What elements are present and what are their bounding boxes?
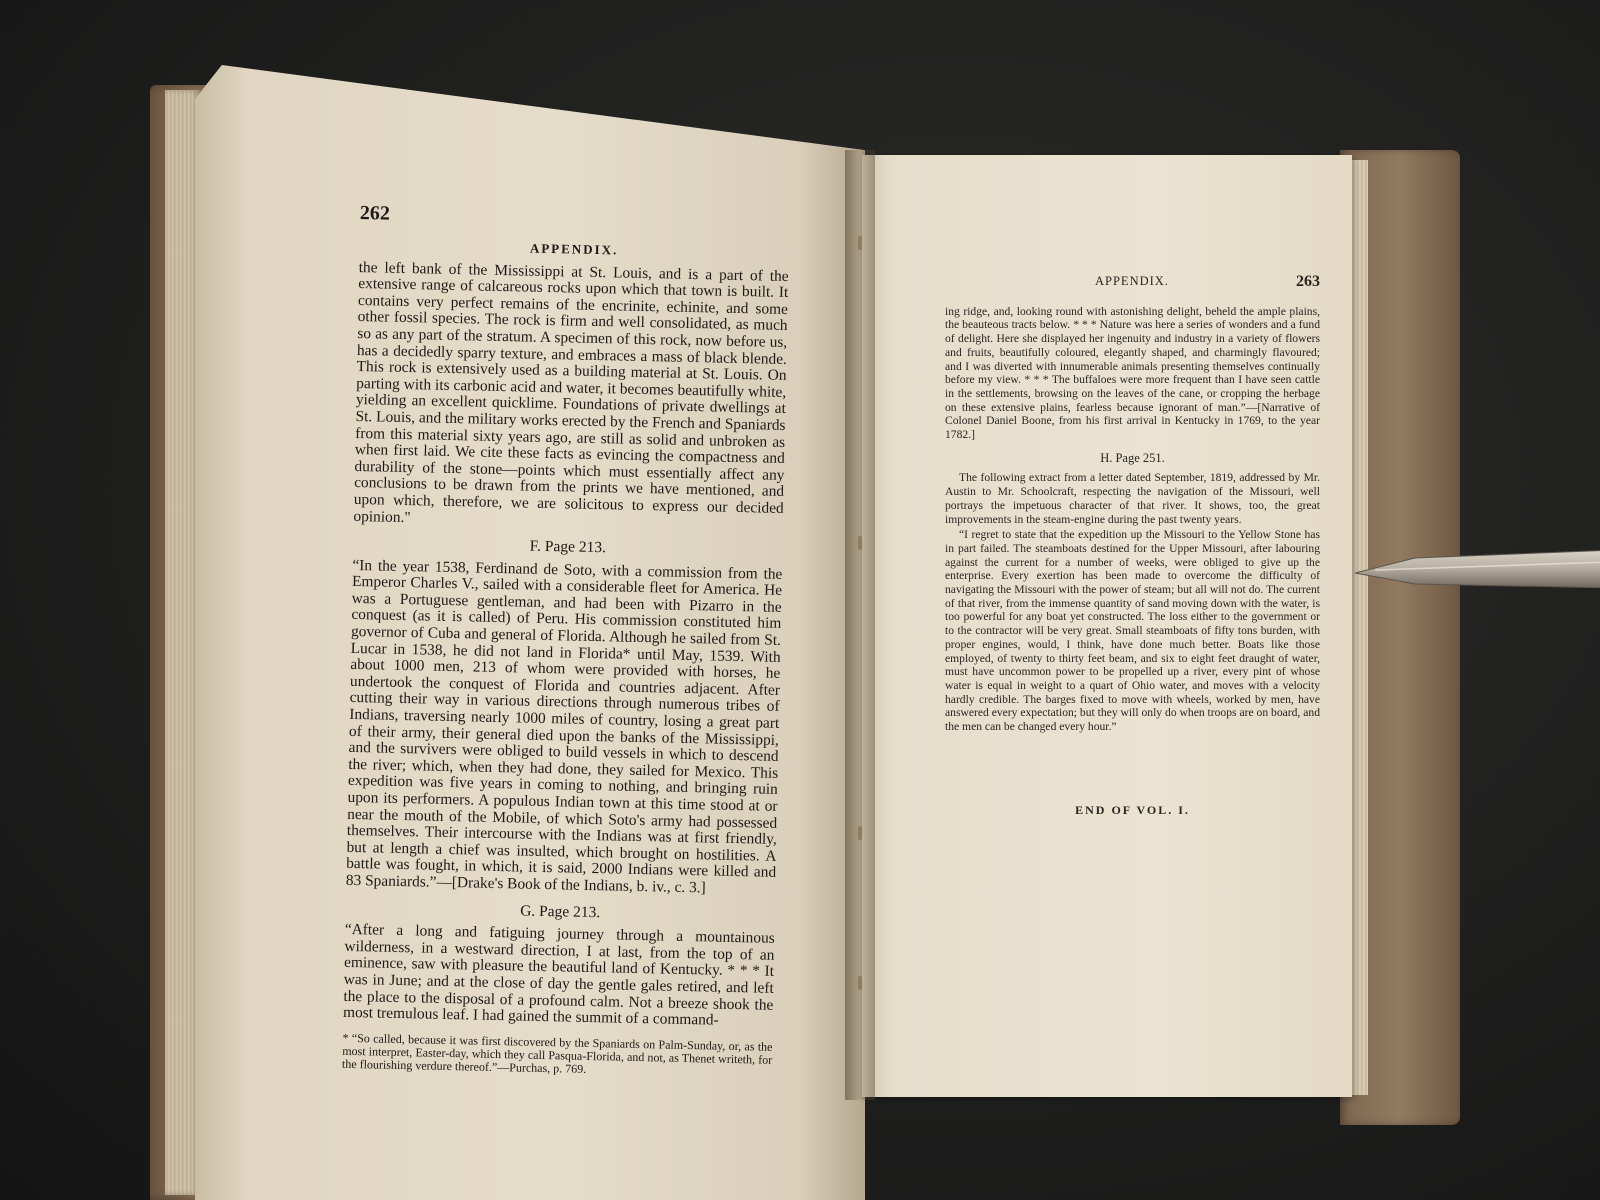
paragraph-continuation-right: ing ridge, and, looking round with astonishing delight, beheld the ample plains, the beauteous tracts below. * * * Nature was here a series of wonders and a fund of delight. Here she displayed her ingenuity and industry in a variety of flowers and fruits, beautifully coloured, elegantly shaped, and charmingly flavoured; and I was diverted with innumerable animals presenting themselves continually before my view. * * * The buffaloes were more frequent than I have seen cattle in the settlements, browsing on the leaves of the cane, or cropping the herbage on these extensive plains, fearless because ignorant of man.”—[Narrative of Colonel Daniel Boone, from his first arrival in Kentucky in 1769, to the year 1782.] xyxy=(945,304,1320,442)
end-of-volume-note: END OF VOL. I. xyxy=(1075,802,1190,817)
page-number-left: 262 xyxy=(359,202,391,225)
right-page-text xyxy=(945,275,1320,818)
section-h-intro: The following extract from a letter dated September, 1819, addressed by Mr. Austin to Mr. Schoolcraft, respecting the navigation of the Missouri, well portrays the impetuous character of that river. It shows, too, the great improvements in the steam-engine during the past twenty years. xyxy=(945,471,1320,526)
left-page-text xyxy=(341,202,790,1080)
section-g-text: “After a long and fatiguing journey through a mountainous wilderness, in a westward direction, I at last, from the top of an eminence, saw with pleasure the beautiful land of Kentucky. * * * It was in June; and at the close of day the gentle gales retired, and left the place to the disposal of a profound calm. Not a breeze shook the most tremulous leaf. I had gained the summit of a command- xyxy=(342,920,775,1029)
paragraph-continuation: the left bank of the Mississippi at St. Louis, and is a part of the extensive range of calcareous rocks upon which that town is built. It contains very perfect remains of the encrinite, echinite, and some other fossil species. The rock is firm and well consolidated, as much so as any part of the stratum. A specimen of this rock, now before us, has a decidedly sparry texture, and embraces a mass of black blende. This rock is extensively used as a building material at St. Louis. On parting with its carbonic acid and water, it becomes beautifully white, yielding an excellent quicklime. Foundations of private dwellings at St. Louis, and the military works erected by the French and Spaniards from this material sixty years ago, are still as solid and unbroken as when first laid. We cite these facts as evincing the compactness and durability of the stone—points which must essentially affect any conclusions to be drawn from the prints we have mentioned, and upon which, therefore, we are solicitous to express our decided opinion." xyxy=(353,258,789,526)
binding-thread xyxy=(858,826,862,840)
running-head-right xyxy=(945,275,1320,289)
section-heading-g: G. Page 213. xyxy=(520,902,601,921)
book-gutter xyxy=(845,150,875,1100)
running-head-left: APPENDIX. xyxy=(529,240,619,258)
running-head-title: APPENDIX. xyxy=(1095,274,1169,288)
knife-blade-icon xyxy=(1355,548,1600,594)
binding-thread xyxy=(858,236,862,250)
page-block-edge xyxy=(165,90,200,1195)
section-h-quote: “I regret to state that the expedition up the Missouri to the Yellow Stone has in part failed. The steamboats destined for the Upper Missouri, after labouring against the current for a number of weeks, were obliged to give up the enterprise. Every exertion has been made to overcome the difficulty of navigating the Missouri with the power of steam; but all will not do. The current of that river, from the immense quantity of sand moving down with the water, is too powerful for any boat yet constructed. The loss either to the government or to the contractor will be very great. Small steamboats of fifty tons burden, with proper engines, would, I think, have done much better. Boats like those employed, of twenty to thirty feet beam, and six to eight feet draught of water, must have uncommon power to be propelled up a river, every pint of whose water is equal in weight to a quart of Ohio water, and moves with a velocity hardly credible. The barges fixed to move with wheels, worked by men, have answered every expectation; but they will only do when troops are on board, and the men can be changed every hour.” xyxy=(945,528,1320,734)
section-heading-f: F. Page 213. xyxy=(529,537,607,557)
section-f-text: “In the year 1538, Ferdinand de Soto, with a commission from the Emperor Charles V., sailed with a considerable fleet for America. He was a Portuguese gentleman, and had been with Pizarro in the conquest (as it is called) of Peru. His commission constituted him governor of Cuba and general of Florida. Although he sailed from St. Lucar in 1538, he did not land in Florida* until May, 1539. With about 1000 men, 213 of whom were provided with horses, he undertook the conquest of Florida and countries adjacent. After cutting their way in various directions through numerous tribes of Indians, traversing nearly 1000 miles of country, losing a great part of their army, their general died upon the banks of the Mississippi, and the survivers were obliged to build vessels in which to descend the river; which, when they had done, they sailed for Mexico. This expedition was five years in coming to nothing, and bringing ruin upon its performers. A populous Indian town at this time stood at or near the mouth of the Mobile, of which Soto's army had possessed themselves. Their intercourse with the Indians was at first friendly, but at length a chief was insulted, which brought on hostilities. A battle was fought, in which, it is said, 2000 Indians were killed and 83 Spaniards.”—[Drake's Book of the Indians, b. iv., c. 3.] xyxy=(345,556,783,897)
section-heading-h: H. Page 251. xyxy=(1100,450,1165,465)
right-page-block-edge xyxy=(1352,160,1368,1095)
binding-thread xyxy=(858,536,862,550)
page-number-right: 263 xyxy=(1296,273,1320,290)
binding-thread xyxy=(858,976,862,990)
footnote: * “So called, because it was first discovered by the Spaniards on Palm-Sunday, or, as the most interpret, Easter-day, which they call Pasqua-Florida, and not, as Thenet writeth, for the flourishing verdure thereof.”—Purchas, p. 769. xyxy=(341,1030,773,1076)
